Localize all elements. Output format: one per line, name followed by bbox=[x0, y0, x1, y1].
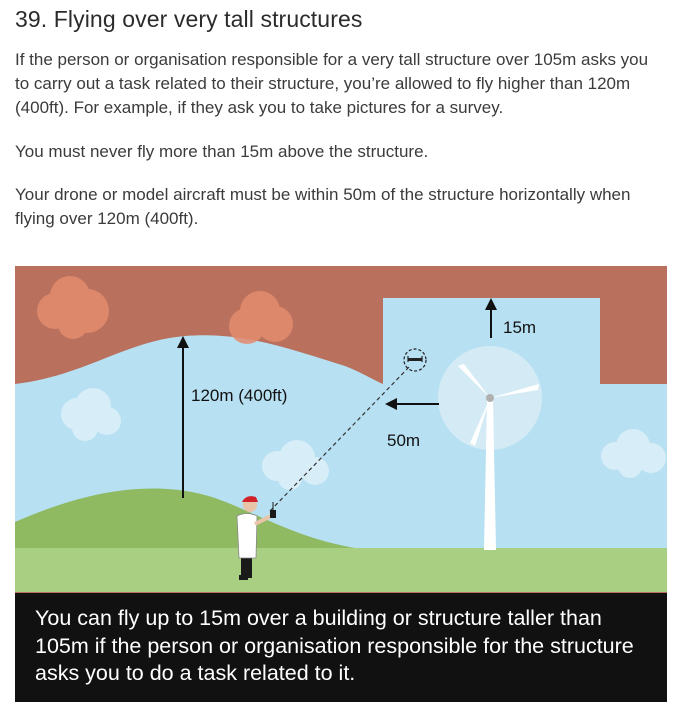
paragraph-height-limit: You must never fly more than 15m above the structure. bbox=[15, 142, 429, 161]
label-above: 15m bbox=[503, 318, 537, 337]
caption-text: You can fly up to 15m over a building or structure taller than 105m if the person or organisation responsible for the structure asks you to do a task related to it. bbox=[35, 606, 634, 685]
caption-box bbox=[15, 593, 667, 702]
paragraph-permission: If the person or organisation responsible for a very tall structure over 105m asks you to carry out a task related to their structure, you’re allowed to fly higher than 120m (400ft). For example, if they ask you to take pictures for a survey. bbox=[15, 50, 649, 117]
ground bbox=[15, 548, 667, 592]
section-heading: 39. Flying over very tall structures bbox=[15, 6, 363, 32]
label-distance: 50m bbox=[387, 431, 421, 450]
label-height: 120m (400ft) bbox=[191, 386, 288, 405]
paragraph-distance-limit: Your drone or model aircraft must be within 50m of the structure horizontally when flying over 120m (400ft). bbox=[15, 185, 631, 228]
